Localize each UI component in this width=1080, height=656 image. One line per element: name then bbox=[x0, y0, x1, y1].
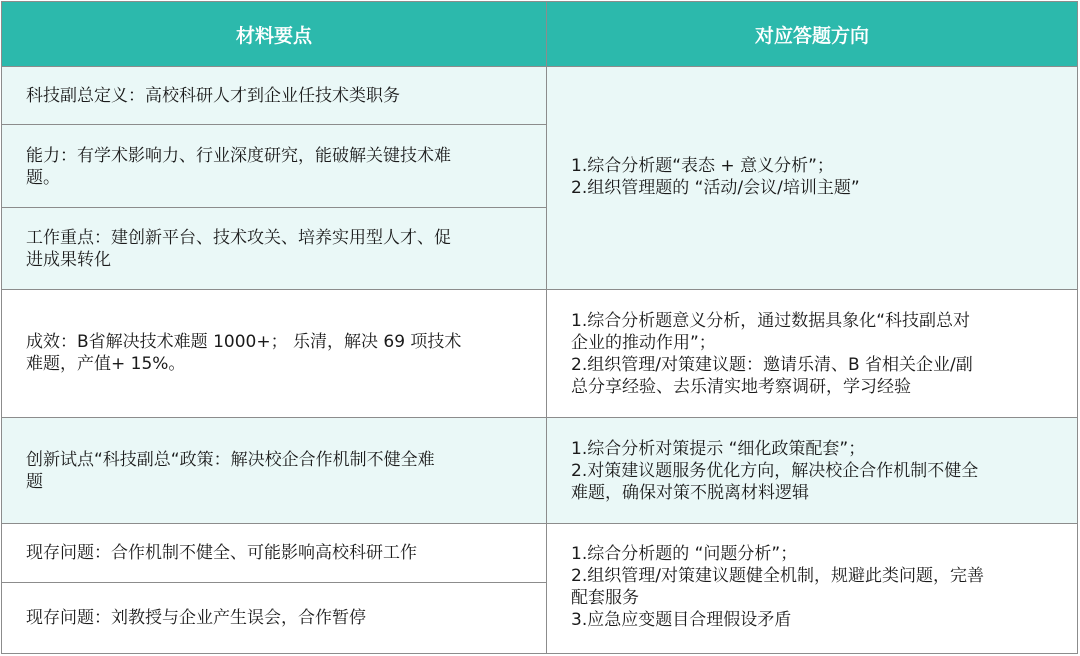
header-left-label: 材料要点 bbox=[235, 24, 312, 47]
right-row-2 bbox=[546, 289, 1078, 418]
right-row-3-text: 1.综合分析对策提示 “细化政策配套”； 2.对策建议题服务优化方向，解决校企合作机制不健全 难题，确保对策不脱离材料逻辑 bbox=[571, 439, 979, 503]
left-row-3 bbox=[1, 207, 547, 290]
left-row-4 bbox=[1, 289, 547, 418]
right-row-1 bbox=[546, 66, 1078, 290]
left-row-2-text: 能力：有学术影响力、行业深度研究，能破解关键技术难 题。 bbox=[26, 146, 451, 188]
right-row-1-text: 1.综合分析题“表态 + 意义分析”； 2.组织管理题的 “活动/会议/培训主题” bbox=[571, 156, 860, 198]
left-row-7-text: 现存问题：刘教授与企业产生误会，合作暂停 bbox=[26, 608, 366, 628]
header-material-points bbox=[1, 1, 547, 67]
right-row-4 bbox=[546, 523, 1078, 654]
left-row-6-text: 现存问题：合作机制不健全、可能影响高校科研工作 bbox=[26, 543, 417, 563]
right-row-2-text: 1.综合分析题意义分析，通过数据具象化“科技副总对 企业的推动作用”； 2.组织管理/对策建议题：邀请乐清、B 省相关企业/副 总分享经验、去乐清实地考察调研，学习经验 bbox=[571, 311, 973, 397]
left-row-5 bbox=[1, 417, 547, 524]
left-row-2 bbox=[1, 124, 547, 208]
header-answer-direction bbox=[546, 1, 1078, 67]
right-row-3 bbox=[546, 417, 1078, 524]
left-row-5-text: 创新试点“科技副总“政策：解决校企合作机制不健全难 题 bbox=[26, 450, 435, 492]
left-row-1-text: 科技副总定义：高校科研人才到企业任技术类职务 bbox=[26, 86, 400, 106]
left-row-1 bbox=[1, 66, 547, 125]
left-row-6 bbox=[1, 523, 547, 583]
left-row-4-text: 成效：B省解决技术难题 1000+； 乐清，解决 69 项技术 难题，产值+ 15%。 bbox=[26, 332, 462, 374]
right-row-4-text: 1.综合分析题的 “问题分析”； 2.组织管理/对策建议题健全机制，规避此类问题，完善 配套服务 3.应急应变题目合理假设矛盾 bbox=[571, 544, 984, 630]
left-row-3-text: 工作重点：建创新平台、技术攻关、培养实用型人才、促 进成果转化 bbox=[26, 228, 451, 270]
header-right-label: 对应答题方向 bbox=[754, 24, 869, 47]
left-row-7 bbox=[1, 582, 547, 654]
